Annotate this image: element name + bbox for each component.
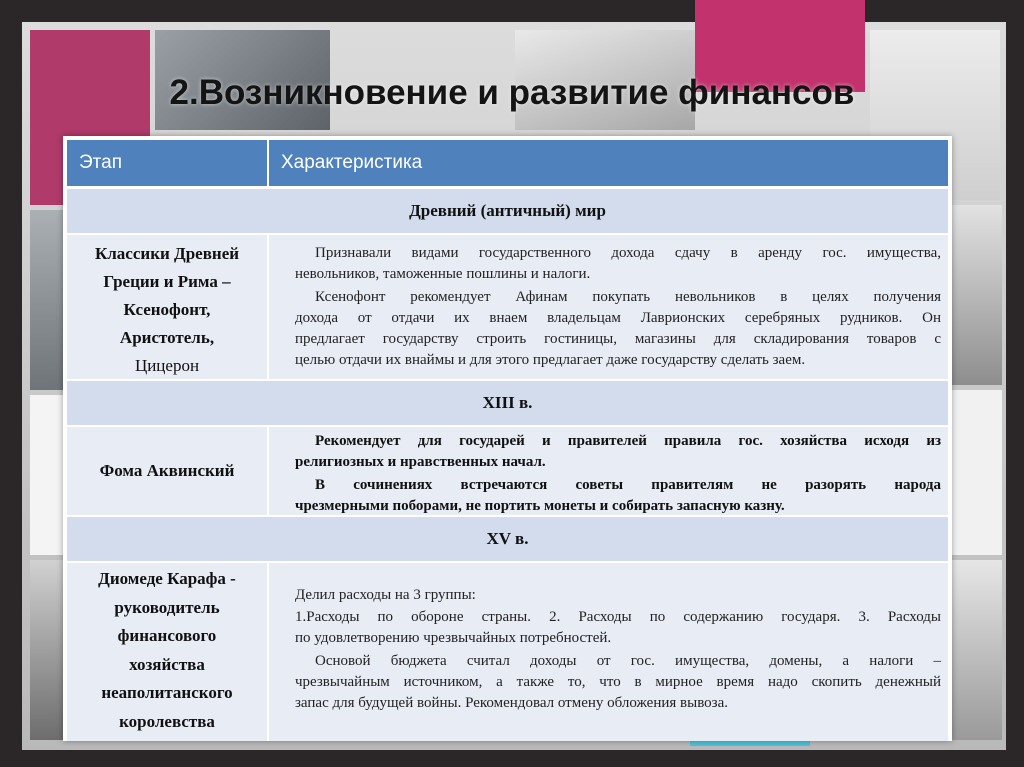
background-photo [950,560,1002,740]
stage-cell [67,427,267,515]
stage-line: хозяйства [129,654,205,674]
table-header-stage [67,140,267,186]
stage-cell [67,563,267,741]
table-header-characteristic [269,140,948,186]
stage-line: Фома Аквинский [99,461,235,480]
background-tile [950,390,1002,555]
stage-line: Греции и Рима – [103,272,231,291]
era-row: Древний (античный) мир [67,189,948,233]
stage-line: Диомеде Карафа - [98,569,236,588]
stage-cell [67,235,267,379]
paragraph [295,287,941,371]
paragraph [295,243,941,285]
stage-line: руководитель [114,597,220,617]
text-line: невольников, таможенные пошлины и налоги. [295,266,591,282]
text-line: предлагает государству строить гостиницы, магазины для складирования товаров с [295,331,941,347]
text-line: Основой бюджета считал доходы от гос. имущества, домены, а налоги – [315,653,941,669]
paragraph [295,431,941,473]
text-line: запас для будущей войны. Рекомендовал отмену обложения вывоза. [295,695,729,711]
stage-line: финансового [117,626,217,645]
characteristic-cell [269,563,948,741]
text-line: 1.Расходы по обороне страны. 2. Расходы по содержанию государя. 3. Расходы [295,609,941,625]
characteristic-cell [269,235,948,379]
paragraph [295,585,941,606]
stage-line: королевства [119,711,215,731]
text-line: Делил расходы на 3 группы: [295,587,476,603]
header-label: Этап [79,152,123,173]
text-line: Ксенофонт рекомендует Афинам покупать невольников в целях получения [315,289,941,305]
paragraph [295,651,941,714]
stage-line: Ксенофонт, [123,300,211,319]
text-line: дохода от отдачи их внаем владельцам Лаврионских серебряных рудников. Он [295,310,941,326]
stage-line: Классики Древней [94,244,240,263]
slide-title: 2.Возникновение и развитие финансов [169,73,855,112]
background-photo-person [950,205,1002,385]
finance-history-table [63,136,952,741]
text-line: чрезмерными поборами, не портить монеты и собирать запасную казну. [295,498,785,514]
stage-line: Цицерон [134,356,200,375]
text-line: чрезвычайным источником, а также то, что в мирное время надо скопить денежный [295,674,941,690]
text-line: В сочинениях встречаются советы правителям не разорять народа [315,477,941,493]
paragraph [295,475,941,517]
era-row: XIII в. [67,381,948,425]
text-line: Признавали видами государственного дохода сдачу в аренду гос. имущества, [315,245,941,261]
text-line: Рекомендует для государей и правителей правила гос. хозяйства исходя из [315,433,941,449]
text-line: целью отдачи их внаймы и для этого предлагает даже государству сделать заем. [295,352,806,368]
characteristic-cell [269,427,948,515]
era-row: XV в. [67,517,948,561]
text-line: религиозных и нравственных начал. [295,454,546,470]
text-line: по удовлетворению чрезвычайных потребностей. [295,630,612,646]
header-label: Характеристика [281,152,423,173]
stage-line: неаполитанского [101,683,233,702]
paragraph [295,607,941,649]
stage-line: Аристотель, [119,328,215,347]
